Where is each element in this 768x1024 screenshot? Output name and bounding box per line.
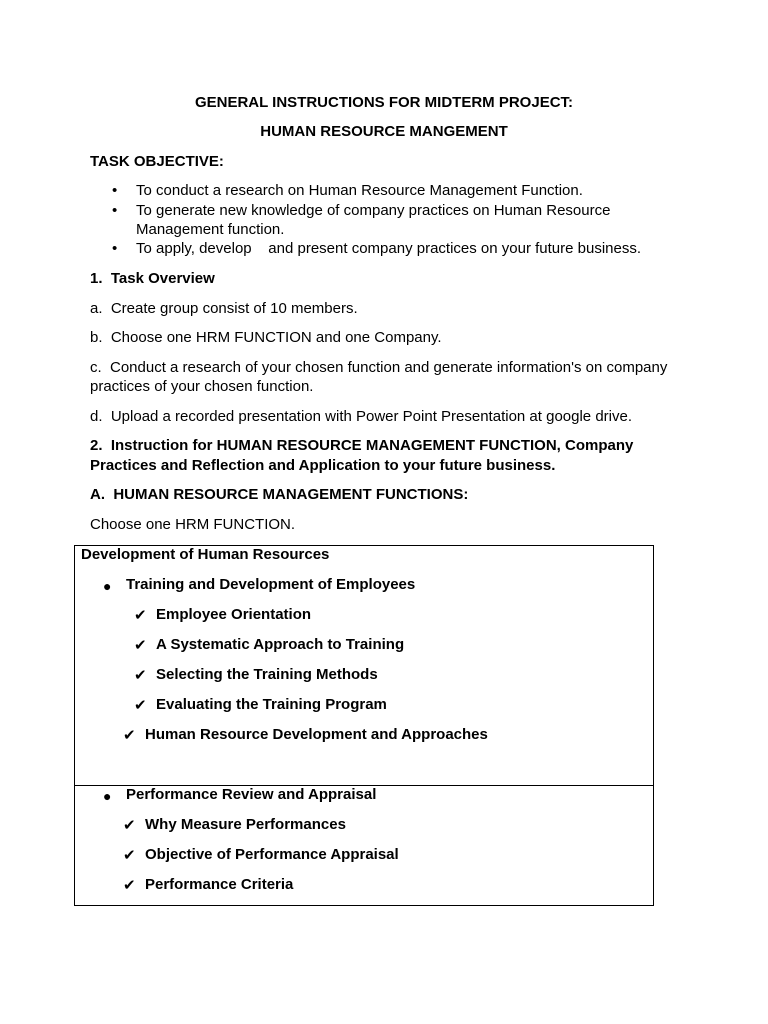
circle-bullet-icon: ● bbox=[103, 788, 112, 804]
overview-item: b. Choose one HRM FUNCTION and one Company. bbox=[90, 329, 442, 346]
document-subtitle: HUMAN RESOURCE MANGEMENT bbox=[260, 123, 508, 140]
function-item: Evaluating the Training Program bbox=[156, 696, 387, 713]
objective-bullet: To generate new knowledge of company practices on Human Resource bbox=[136, 202, 611, 219]
function-group: Performance Review and Appraisal bbox=[126, 786, 377, 803]
overview-item-continued: practices of your chosen function. bbox=[90, 378, 314, 395]
function-item: Why Measure Performances bbox=[145, 816, 346, 833]
overview-heading: 1. Task Overview bbox=[90, 270, 215, 287]
bullet-icon: • bbox=[112, 240, 118, 257]
objective-bullet-continued: Management function. bbox=[136, 221, 285, 238]
objective-bullet: To conduct a research on Human Resource Management Function. bbox=[136, 182, 583, 199]
bullet-icon: • bbox=[112, 182, 118, 199]
function-item: Employee Orientation bbox=[156, 606, 312, 623]
function-item: A Systematic Approach to Training bbox=[156, 636, 405, 653]
choose-instruction: Choose one HRM FUNCTION. bbox=[90, 516, 296, 533]
function-item: Selecting the Training Methods bbox=[156, 666, 378, 683]
checkmark-icon: ✔ bbox=[123, 847, 136, 864]
objective-bullet: To apply, develop and present company practices on your future business. bbox=[136, 240, 642, 257]
circle-bullet-icon: ● bbox=[103, 578, 112, 594]
function-item: Performance Criteria bbox=[145, 876, 294, 893]
document-title: GENERAL INSTRUCTIONS FOR MIDTERM PROJECT: bbox=[194, 94, 574, 111]
checkmark-icon: ✔ bbox=[134, 637, 147, 654]
function-item: Human Resource Development and Approaches bbox=[145, 726, 488, 743]
checkmark-icon: ✔ bbox=[134, 697, 147, 714]
table-title: Development of Human Resources bbox=[81, 546, 330, 563]
bullet-icon: • bbox=[112, 202, 118, 219]
checkmark-icon: ✔ bbox=[123, 817, 136, 834]
overview-item: c. Conduct a research of your chosen function and generate information's on company bbox=[90, 359, 668, 376]
function-item: Objective of Performance Appraisal bbox=[145, 846, 399, 863]
function-group: Training and Development of Employees bbox=[126, 576, 416, 593]
functions-heading: A. HUMAN RESOURCE MANAGEMENT FUNCTIONS: bbox=[90, 486, 469, 503]
overview-item: d. Upload a recorded presentation with Power Point Presentation at google drive. bbox=[90, 408, 632, 425]
objective-heading: TASK OBJECTIVE: bbox=[90, 153, 224, 170]
overview-item: a. Create group consist of 10 members. bbox=[90, 300, 358, 317]
checkmark-icon: ✔ bbox=[123, 727, 136, 744]
checkmark-icon: ✔ bbox=[134, 667, 147, 684]
instruction-heading-continued: Practices and Reflection and Application to your future business. bbox=[90, 457, 556, 474]
checkmark-icon: ✔ bbox=[123, 877, 136, 894]
instruction-heading: 2. Instruction for HUMAN RESOURCE MANAGEMENT FUNCTION, Company bbox=[90, 437, 634, 454]
checkmark-icon: ✔ bbox=[134, 607, 147, 624]
